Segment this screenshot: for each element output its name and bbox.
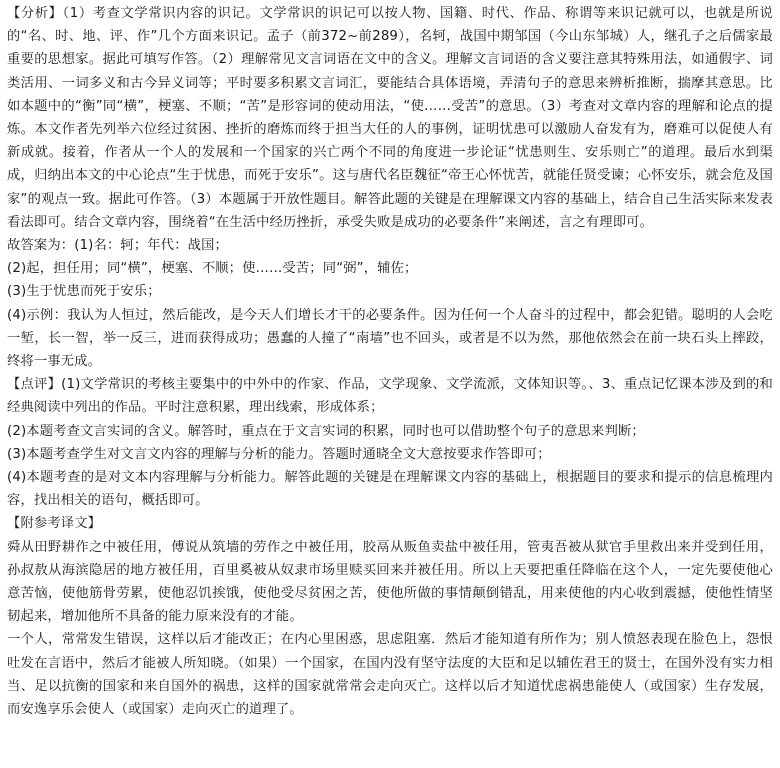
translation-paragraph-2: 一个人，常常发生错误，这样以后才能改正；在内心里困惑，思虑阻塞．然后才能知道有所作为；别人愤怒表现在脸色上，怨恨吐发在言语中，然后才能被人所知晓。（如果）一个国家，在国内没有坚守法度的大臣和足以辅佐君王的贤士，在国外没有实力相当、足以抗衡的国家和来自国外的祸患，这样的国家就常常会走向灭亡。这样以后才知道忧虑祸患能使人（或国家）生存发展，而安逸享乐会使人（或国家）走向灭亡的道理了。 xyxy=(7,632,773,718)
comment-line-3: (3)本题考查学生对文言文内容的理解与分析的能力。答题时通晓全文大意按要求作答即可； xyxy=(7,446,551,462)
answer-line-2: (2)起，担任用；同“横”，梗塞、不顺；使……受苦；同“弼”，辅佐； xyxy=(7,261,418,277)
analysis-paragraph: 【分析】（1）考查文学常识内容的识记。文学常识的识记可以按人物、国籍、时代、作品、称谓等来识记就可以，也就是所说的“名、时、地、评、作”几个方面来识记。孟子（前372~前289），名轲，战国中期邹国（今山东邹城）人，继孔子之后儒家最重要的思想家。据此可填写作答。（2）理解常见文言词语在文中的含义。理解文言词语的含义要注意其特殊用法，如通假字、词类活用、一词多义和古今异义词等；平时要多积累文言词汇，要能结合具体语境，弄清句子的意思来辨析推断，揣摩其意思。比如本题中的“衡”同“横”，梗塞、不顺；“苦”是形容词的使动用法，“使……受苦”的意思。（3）考查对文章内容的理解和论点的提炼。本文作者先列举六位经过贫困、挫折的磨炼而终于担当大任的人的事例，证明忧患可以激励人奋发有为，磨难可以促使人有新成就。接着，作者从一个人的发展和一个国家的兴亡两个不同的角度进一步论证“忧患则生、安乐则亡”的道理。最后水到渠成，归纳出本文的中心论点“生于忧患，而死于安乐”。这与唐代名臣魏征“帝王心怀忧苦，就能任贤受谏；心怀安乐，就会危及国家”的观点一致。据此可作答。（3）本题属于开放性题目。解答此题的关键是在理解课文内容的基础上，结合自己生活实际来发表看法即可。结合文章内容，围绕着“在生活中经历挫折，承受失败是成功的必要条件”来阐述，言之有理即可。 xyxy=(7,6,773,230)
answer-line-3: (3)生于忧患而死于安乐； xyxy=(7,284,161,300)
translation-paragraph-1: 舜从田野耕作之中被任用，傅说从筑墙的劳作之中被任用，胶鬲从贩鱼卖盐中被任用，管夷吾被从狱官手里救出来并受到任用，孙叔敖从海滨隐居的地方被任用，百里奚被从奴隶市场里赎买回来并被任用。所以上天要把重任降临在这个人，一定先要使他心意苦恼，使他筋骨劳累，使他忍饥挨饿，使他受尽贫困之苦，使他所做的事情颠倒错乱，用来使他的内心收到震撼，使他性情坚韧起来，增加他所不具备的能力原来没有的才能。 xyxy=(7,539,773,625)
comment-line-4: (4)本题考查的是对文本内容理解与分析能力。解答此题的关键是在理解课文内容的基础上，根据题目的要求和提示的信息梳理内容，找出相关的语句，概括即可。 xyxy=(7,470,773,509)
answer-line-4: (4)示例：我认为人恒过，然后能改，是今天人们增长才干的必要条件。因为任何一个人奋斗的过程中，都会犯错。聪明的人会吃一堑，长一智，举一反三，进而获得成功；愚蠢的人撞了“南墙”也不回头，或者是不以为然，那他依然会在前一块石头上摔跤，终将一事无成。 xyxy=(7,307,773,370)
translation-heading: 【附参考译文】 xyxy=(7,516,102,532)
comment-line-1: 【点评】(1)文学常识的考核主要集中的中外中的作家、作品，文学现象、文学流派，文体知识等。、3、重点记忆课本涉及到的和经典阅读中列出的作品。平时注意积累，理出线索，形成体系； xyxy=(7,377,773,416)
comment-line-2: (2)本题考查文言实词的含义。解答时，重点在于文言实词的积累，同时也可以借助整个句子的意思来判断； xyxy=(7,423,645,439)
answer-line-1: 故答案为：(1)名：轲；年代：战国； xyxy=(7,238,228,254)
